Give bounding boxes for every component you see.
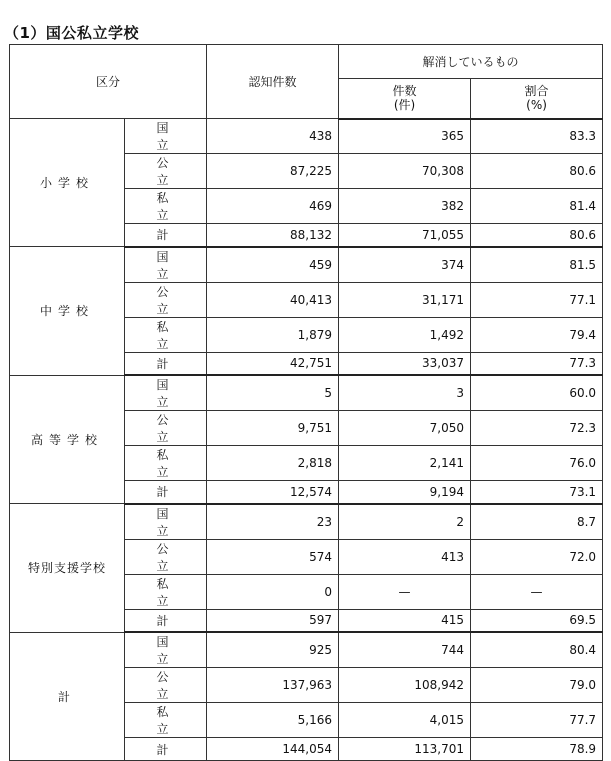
cell-ninchi: 87,225	[207, 154, 339, 189]
cell-ninchi: 144,054	[207, 738, 339, 761]
cell-wariai: 72.0	[471, 539, 603, 574]
row-label: 私 立	[125, 446, 207, 481]
cell-ninchi: 40,413	[207, 282, 339, 317]
table-row	[10, 632, 603, 668]
cell-kensu: 382	[339, 189, 471, 224]
cell-ninchi: 9,751	[207, 411, 339, 446]
cell-kensu: 33,037	[339, 352, 471, 375]
cell-ninchi: 438	[207, 119, 339, 154]
header-kensu	[339, 79, 471, 119]
cell-ninchi: 42,751	[207, 352, 339, 375]
row-label: 公 立	[125, 282, 207, 317]
row-label: 国 立	[125, 504, 207, 540]
group-label: 特別支援学校	[10, 504, 125, 633]
cell-wariai: 77.7	[471, 703, 603, 738]
cell-wariai: 80.6	[471, 154, 603, 189]
cell-kensu: 3	[339, 375, 471, 411]
cell-ninchi: 2,818	[207, 446, 339, 481]
group-label: 高等学校	[10, 375, 125, 504]
row-label: 計	[125, 738, 207, 761]
group-label: 小学校	[10, 119, 125, 247]
cell-ninchi: 23	[207, 504, 339, 540]
cell-ninchi: 1,879	[207, 317, 339, 352]
table-row	[10, 504, 603, 540]
row-label: 計	[125, 224, 207, 247]
cell-kensu: 7,050	[339, 411, 471, 446]
cell-wariai: 76.0	[471, 446, 603, 481]
header-kensu-line2: (件)	[393, 98, 416, 113]
cell-kensu: 71,055	[339, 224, 471, 247]
row-label: 国 立	[125, 247, 207, 283]
header-kaisho: 解消しているもの	[339, 45, 603, 79]
cell-kensu: 113,701	[339, 738, 471, 761]
cell-kensu: 413	[339, 539, 471, 574]
cell-ninchi: 5	[207, 375, 339, 411]
row-label: 国 立	[125, 119, 207, 154]
row-label: 公 立	[125, 539, 207, 574]
table-row	[10, 247, 603, 283]
cell-wariai: 81.5	[471, 247, 603, 283]
cell-ninchi: 0	[207, 574, 339, 609]
table-row	[10, 119, 603, 154]
cell-ninchi: 469	[207, 189, 339, 224]
cell-ninchi: 574	[207, 539, 339, 574]
header-ninchi: 認知件数	[207, 45, 339, 119]
cell-ninchi: 12,574	[207, 481, 339, 504]
header-kubun: 区分	[10, 45, 207, 119]
table-row	[10, 375, 603, 411]
cell-ninchi: 5,166	[207, 703, 339, 738]
cell-kensu: 2	[339, 504, 471, 540]
cell-kensu: 108,942	[339, 668, 471, 703]
cell-kensu: 415	[339, 609, 471, 632]
cell-wariai: 79.4	[471, 317, 603, 352]
cell-wariai: 69.5	[471, 609, 603, 632]
cell-wariai: 79.0	[471, 668, 603, 703]
cell-ninchi: 925	[207, 632, 339, 668]
header-wariai	[471, 79, 603, 119]
row-label: 計	[125, 352, 207, 375]
cell-ninchi: 597	[207, 609, 339, 632]
row-label: 私 立	[125, 703, 207, 738]
cell-wariai: 78.9	[471, 738, 603, 761]
page-title: （1）国公私立学校	[4, 24, 139, 42]
cell-kensu: 4,015	[339, 703, 471, 738]
cell-kensu: 365	[339, 119, 471, 154]
cell-wariai: 8.7	[471, 504, 603, 540]
cell-kensu: 744	[339, 632, 471, 668]
header-wariai-line2: (%)	[526, 98, 547, 113]
cell-wariai: 80.4	[471, 632, 603, 668]
data-table	[9, 44, 603, 761]
cell-wariai: 72.3	[471, 411, 603, 446]
row-label: 私 立	[125, 189, 207, 224]
cell-ninchi: 88,132	[207, 224, 339, 247]
cell-kensu: 374	[339, 247, 471, 283]
cell-kensu: —	[339, 574, 471, 609]
header-wariai-line1: 割合	[524, 84, 549, 99]
row-label: 国 立	[125, 375, 207, 411]
cell-kensu: 31,171	[339, 282, 471, 317]
cell-ninchi: 137,963	[207, 668, 339, 703]
cell-wariai: —	[471, 574, 603, 609]
group-label: 中学校	[10, 247, 125, 376]
header-kensu-line1: 件数	[392, 84, 417, 99]
cell-ninchi: 459	[207, 247, 339, 283]
cell-wariai: 77.1	[471, 282, 603, 317]
cell-kensu: 1,492	[339, 317, 471, 352]
cell-wariai: 80.6	[471, 224, 603, 247]
cell-wariai: 77.3	[471, 352, 603, 375]
cell-wariai: 81.4	[471, 189, 603, 224]
cell-wariai: 83.3	[471, 119, 603, 154]
row-label: 私 立	[125, 574, 207, 609]
cell-kensu: 2,141	[339, 446, 471, 481]
cell-wariai: 60.0	[471, 375, 603, 411]
group-label: 計	[10, 632, 125, 761]
row-label: 公 立	[125, 668, 207, 703]
row-label: 計	[125, 609, 207, 632]
row-label: 私 立	[125, 317, 207, 352]
row-label: 計	[125, 481, 207, 504]
row-label: 公 立	[125, 411, 207, 446]
cell-kensu: 9,194	[339, 481, 471, 504]
row-label: 公 立	[125, 154, 207, 189]
cell-kensu: 70,308	[339, 154, 471, 189]
row-label: 国 立	[125, 632, 207, 668]
cell-wariai: 73.1	[471, 481, 603, 504]
